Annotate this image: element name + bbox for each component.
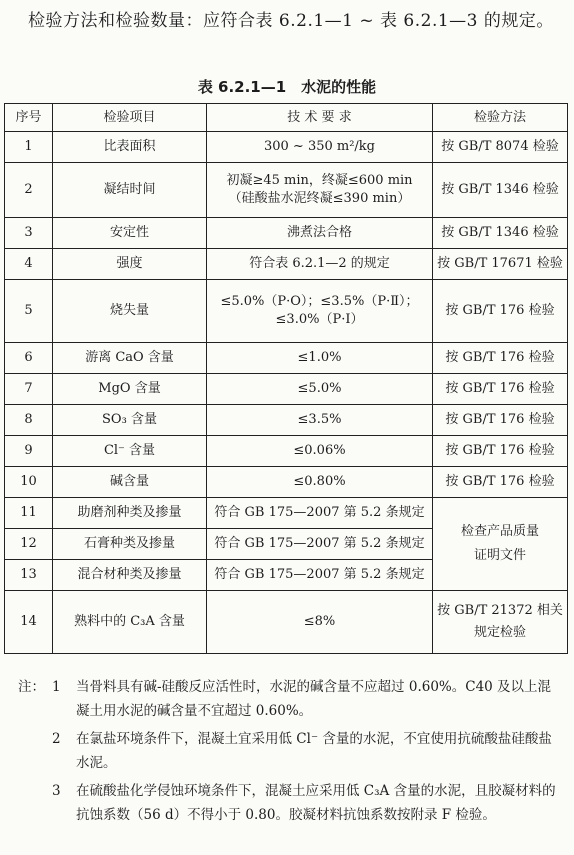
row-item: SO₃ 含量 <box>53 405 207 436</box>
row-item: 比表面积 <box>53 132 207 163</box>
row-item: 凝结时间 <box>53 163 207 218</box>
row-method <box>433 591 568 654</box>
row-no: 14 <box>5 591 53 654</box>
row-requirement: ≤1.0% <box>207 343 433 374</box>
note-number: 3 <box>52 783 61 799</box>
row-no: 2 <box>5 163 53 218</box>
method-line: 按 GB/T 21372 相关 <box>437 603 563 618</box>
table-row <box>5 163 568 218</box>
row-requirement <box>207 163 433 218</box>
table-header-row <box>5 104 568 132</box>
row-item: 助磨剂种类及掺量 <box>53 498 207 529</box>
row-requirement: ≤8% <box>207 591 433 654</box>
table-row <box>5 374 568 405</box>
note-item <box>18 675 563 723</box>
row-method: 按 GB/T 176 检验 <box>433 280 568 343</box>
row-requirement: 符合 GB 175—2007 第 5.2 条规定 <box>207 529 433 560</box>
table-row <box>5 591 568 654</box>
note-item <box>18 727 563 775</box>
requirement-line: 初凝≥45 min，终凝≤600 min <box>226 173 413 188</box>
note-item <box>18 779 563 827</box>
row-no: 8 <box>5 405 53 436</box>
header-method: 检验方法 <box>433 104 568 132</box>
row-method: 按 GB/T 176 检验 <box>433 405 568 436</box>
row-requirement: 沸煮法合格 <box>207 218 433 249</box>
row-method: 按 GB/T 17671 检验 <box>433 249 568 280</box>
row-method: 按 GB/T 8074 检验 <box>433 132 568 163</box>
table-row <box>5 467 568 498</box>
row-requirement: ≤3.5% <box>207 405 433 436</box>
row-requirement: ≤5.0% <box>207 374 433 405</box>
row-method: 按 GB/T 176 检验 <box>433 436 568 467</box>
merged-method-cell <box>433 498 568 591</box>
row-item: Cl⁻ 含量 <box>53 436 207 467</box>
table-row <box>5 343 568 374</box>
table-row <box>5 249 568 280</box>
table-row <box>5 498 568 529</box>
note-text: 在硫酸盐化学侵蚀环境条件下，混凝土应采用低 C₃A 含量的水泥，且胶凝材料的抗蚀系数（56 d）不得小于 0.80。胶凝材料抗蚀系数按附录 F 检验。 <box>76 783 556 823</box>
note-text: 在氯盐环境条件下，混凝土宜采用低 Cl⁻ 含量的水泥，不宜使用抗硫酸盐硅酸盐水泥。 <box>76 731 552 771</box>
requirement-line: ≤5.0%（P·O）；≤3.5%（P·Ⅱ）； <box>220 294 419 309</box>
row-no: 12 <box>5 529 53 560</box>
header-no: 序号 <box>5 104 53 132</box>
table-row <box>5 405 568 436</box>
row-no: 11 <box>5 498 53 529</box>
table-row <box>5 436 568 467</box>
requirement-line: （硅酸盐水泥终凝≤390 min） <box>228 191 411 206</box>
row-requirement: ≤0.80% <box>207 467 433 498</box>
table-caption: 表 6.2.1—1 水泥的性能 <box>197 78 377 96</box>
note-number: 1 <box>52 679 61 695</box>
intro-paragraph: 检验方法和检验数量：应符合表 6.2.1—1 ~ 表 6.2.1—3 的规定。 <box>28 11 554 31</box>
row-method: 按 GB/T 1346 检验 <box>433 163 568 218</box>
row-no: 1 <box>5 132 53 163</box>
row-requirement: ≤0.06% <box>207 436 433 467</box>
row-no: 5 <box>5 280 53 343</box>
notes-lead: 注： <box>18 679 45 695</box>
row-method: 按 GB/T 176 检验 <box>433 467 568 498</box>
row-method: 按 GB/T 176 检验 <box>433 374 568 405</box>
row-no: 3 <box>5 218 53 249</box>
row-item: 熟料中的 C₃A 含量 <box>53 591 207 654</box>
table-row <box>5 280 568 343</box>
row-requirement: 符合 GB 175—2007 第 5.2 条规定 <box>207 560 433 591</box>
row-requirement: 符合 GB 175—2007 第 5.2 条规定 <box>207 498 433 529</box>
row-item: 游离 CaO 含量 <box>53 343 207 374</box>
header-requirement: 技 术 要 求 <box>207 104 433 132</box>
table-row <box>5 132 568 163</box>
row-no: 7 <box>5 374 53 405</box>
row-item: 安定性 <box>53 218 207 249</box>
method-line: 证明文件 <box>473 548 526 563</box>
row-requirement: 符合表 6.2.1—2 的规定 <box>207 249 433 280</box>
table-row <box>5 218 568 249</box>
row-item: 烧失量 <box>53 280 207 343</box>
note-text: 当骨料具有碱-硅酸反应活性时，水泥的碱含量不应超过 0.60%。C40 及以上混凝土用水泥的碱含量不宜超过 0.60%。 <box>76 679 552 719</box>
row-requirement <box>207 280 433 343</box>
notes-section <box>18 675 563 831</box>
row-method: 按 GB/T 176 检验 <box>433 343 568 374</box>
cement-properties-table <box>4 103 568 654</box>
row-requirement: 300 ~ 350 m²/kg <box>207 132 433 163</box>
requirement-line: ≤3.0%（P·Ⅰ） <box>275 312 364 327</box>
row-item: 混合材种类及掺量 <box>53 560 207 591</box>
row-no: 4 <box>5 249 53 280</box>
row-item: 石膏种类及掺量 <box>53 529 207 560</box>
header-item: 检验项目 <box>53 104 207 132</box>
row-no: 9 <box>5 436 53 467</box>
row-item: 强度 <box>53 249 207 280</box>
row-method: 按 GB/T 1346 检验 <box>433 218 568 249</box>
row-no: 10 <box>5 467 53 498</box>
method-line: 规定检验 <box>473 625 526 640</box>
row-no: 6 <box>5 343 53 374</box>
row-item: MgO 含量 <box>53 374 207 405</box>
note-number: 2 <box>52 731 61 747</box>
method-line: 检查产品质量 <box>460 524 539 539</box>
row-item: 碱含量 <box>53 467 207 498</box>
row-no: 13 <box>5 560 53 591</box>
